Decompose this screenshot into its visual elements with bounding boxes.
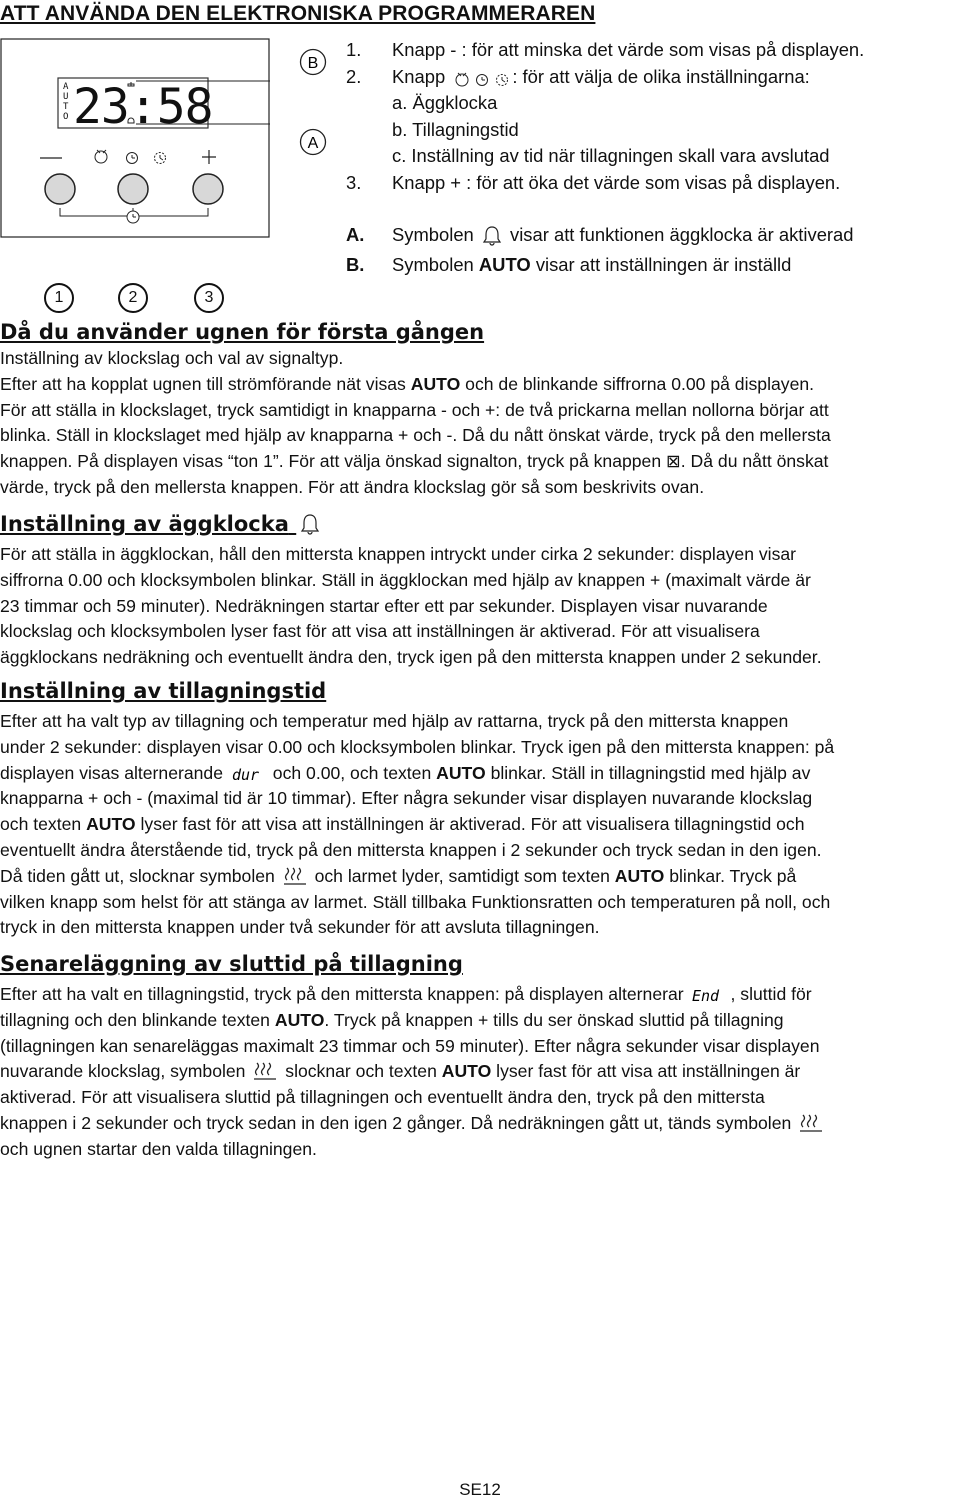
heading-first-use: Då du använder ugnen för första gången [0, 320, 485, 344]
auto-letter-o: O [63, 112, 69, 122]
list-sub-a: a. Äggklocka [392, 92, 498, 113]
heading-cooking-time: Inställning av tillagningstid [0, 679, 327, 703]
clock-icon [127, 211, 139, 223]
heading-delayed-end: Senareläggning av sluttid på tillagning [0, 952, 463, 976]
list-sub-c: c. Inställning av tid när tillagningen skall vara avslutad [392, 145, 830, 166]
section-egg-timer: Inställning av äggklocka För att ställa in äggklockan, håll den mittersta knappen intryckt under cirka 2 sekunder: displayen visar siffrorna 0.00 och klocksymbolen blinkar. Ställ in äggklockan med hjälp av knappen + (maximalt värde är 23 timmar och 59 minuter). Nedräkningen startar efter ett par sekunder. Displayen visar nuvarande klockslag och klocksymbolen lyser fast för att visa att inställningen är aktiverad. För att visualisera äggklockans nedräkning och eventuellt ändra den, tryck igen på den mittersta knappen under 2 sekunder. [0, 510, 960, 671]
list-item-2: 2. Knapp : för att välja de olika inställningarna: [346, 65, 810, 87]
list-item-3: 3. Knapp + : för att öka det värde som visas på displayen. [346, 171, 841, 193]
auto-letter-a: A [63, 82, 69, 92]
button-function-list [346, 37, 864, 196]
list-item-1: 1. Knapp - : för att minska det värde som visas på displayen. [346, 39, 865, 60]
button-1[interactable] [45, 174, 75, 204]
selector-icons [452, 70, 510, 88]
page-number: SE12 [459, 1480, 501, 1499]
display-time: 23:58 [73, 79, 213, 135]
end-time-icon [155, 153, 166, 164]
button-3[interactable] [193, 174, 223, 204]
label-b: B [307, 55, 319, 72]
section-cooking-time: Inställning av tillagningstid Efter att ha valt typ av tillagning och temperatur med hjälp av rattarna, tryck på den mittersta knappen under 2 sekunder: displayen visar 0.00 och klocksymbolen blinkar. Tryck igen på den mittersta knappen: på displayen visas alternerande dur och 0.00, och texten AUTO blinkar. Ställ in tillagningstid med hjälp av knapparna + och - (maximal tid är 10 timmar). Efter några sekunder visar displayen nuvarande klockslag och texten AUTO lyser fast för att visa att inställningen är aktiverad. För att visualisera tillagningstid och eventuellt ändra återstående tid, tryck på den mittersta knappen i 2 sekunder och tryck sedan in den igen. Då tiden gått ut, slocknar symbolen och larmet lyder, samtidigt som texten AUTO blinkar. Tryck på vilken knapp som helst för att stänga av larmet. Ställ tillbaka Funktionsratten och temperaturen på noll, och tryck in den mittersta knappen under två sekunder för att avsluta tillagningen. [0, 677, 960, 941]
button-2[interactable] [118, 174, 148, 204]
auto-letter-u: U [63, 92, 69, 102]
bell-icon [298, 512, 322, 536]
bell-icon [481, 224, 503, 246]
cooking-pot-icon [282, 865, 308, 887]
svg-text:End: End [691, 987, 719, 1005]
cooking-pot-icon [798, 1112, 824, 1134]
list-sub-b: b. Tillagningstid [392, 118, 519, 140]
callout-labels [296, 48, 330, 158]
svg-text:dur: dur [231, 765, 259, 784]
dur-display-icon [230, 764, 266, 784]
circle-number-3: 3 [194, 283, 224, 313]
duration-icon [127, 153, 138, 164]
cook-time-icon [95, 150, 107, 163]
plus-symbol [202, 150, 216, 164]
control-panel-diagram [0, 38, 270, 238]
circle-number-2: 2 [118, 283, 148, 313]
auto-letter-t: T [63, 102, 69, 112]
label-a: A [307, 135, 319, 152]
heading-egg-timer: Inställning av äggklocka [0, 510, 960, 538]
legend-b: B. Symbolen AUTO visar att inställningen är inställd [346, 254, 792, 275]
cooking-pot-icon [252, 1060, 278, 1082]
end-display-icon [691, 985, 729, 1005]
section-first-use: Då du använder ugnen för första gången Inställning av klockslag och val av signaltyp. Efter att ha kopplat ugnen till strömförande nät visas AUTO och de blinkande siffrorna 0.00 på displayen. För att ställa in klockslaget, tryck samtidigt in knapparna - och +: de två prickarna mellan nollorna börjar att blinka. Ställ in klockslaget med hjälp av knapparna + och -. Då du nått önskat värde, tryck på den mellersta knappen. På displayen visas “ton 1”. För att välja önskad signalton, tryck på knappen ⊠. Då du nått önskat värde, tryck på den mellersta knappen. För att ändra klockslag gör så som beskrivits ovan. [0, 318, 960, 501]
section-delayed-end: Senareläggning av sluttid på tillagning Efter att ha valt en tillagningstid, tryck på den mittersta knappen: på displayen alternerar End , sluttid för tillagning och den blinkande texten AUTO. Tryck på knappen + tills du ser önskad sluttid på tillagning (tillagningen kan senareläggas maximalt 23 timmar och 59 minuter). Efter några sekunder visar displayen nuvarande klockslag, symbolen slocknar och texten AUTO lyser fast för att visa att inställningen är aktiverad. För att visualisera sluttid på tillagningen och eventuellt ändra den, tryck på den mittersta knappen i 2 sekunder och tryck sedan in den igen 2 gånger. Då nedräkningen gått ut, tänds symbolen och ugnen startar den valda tillagningen. [0, 950, 960, 1163]
legend-a: A. Symbolen visar att funktionen äggklocka är aktiverad [346, 224, 854, 245]
symbol-legend [346, 220, 854, 280]
circle-number-1: 1 [44, 283, 74, 313]
page-title: ATT ANVÄNDA DEN ELEKTRONISKA PROGRAMMERAREN [0, 2, 596, 25]
